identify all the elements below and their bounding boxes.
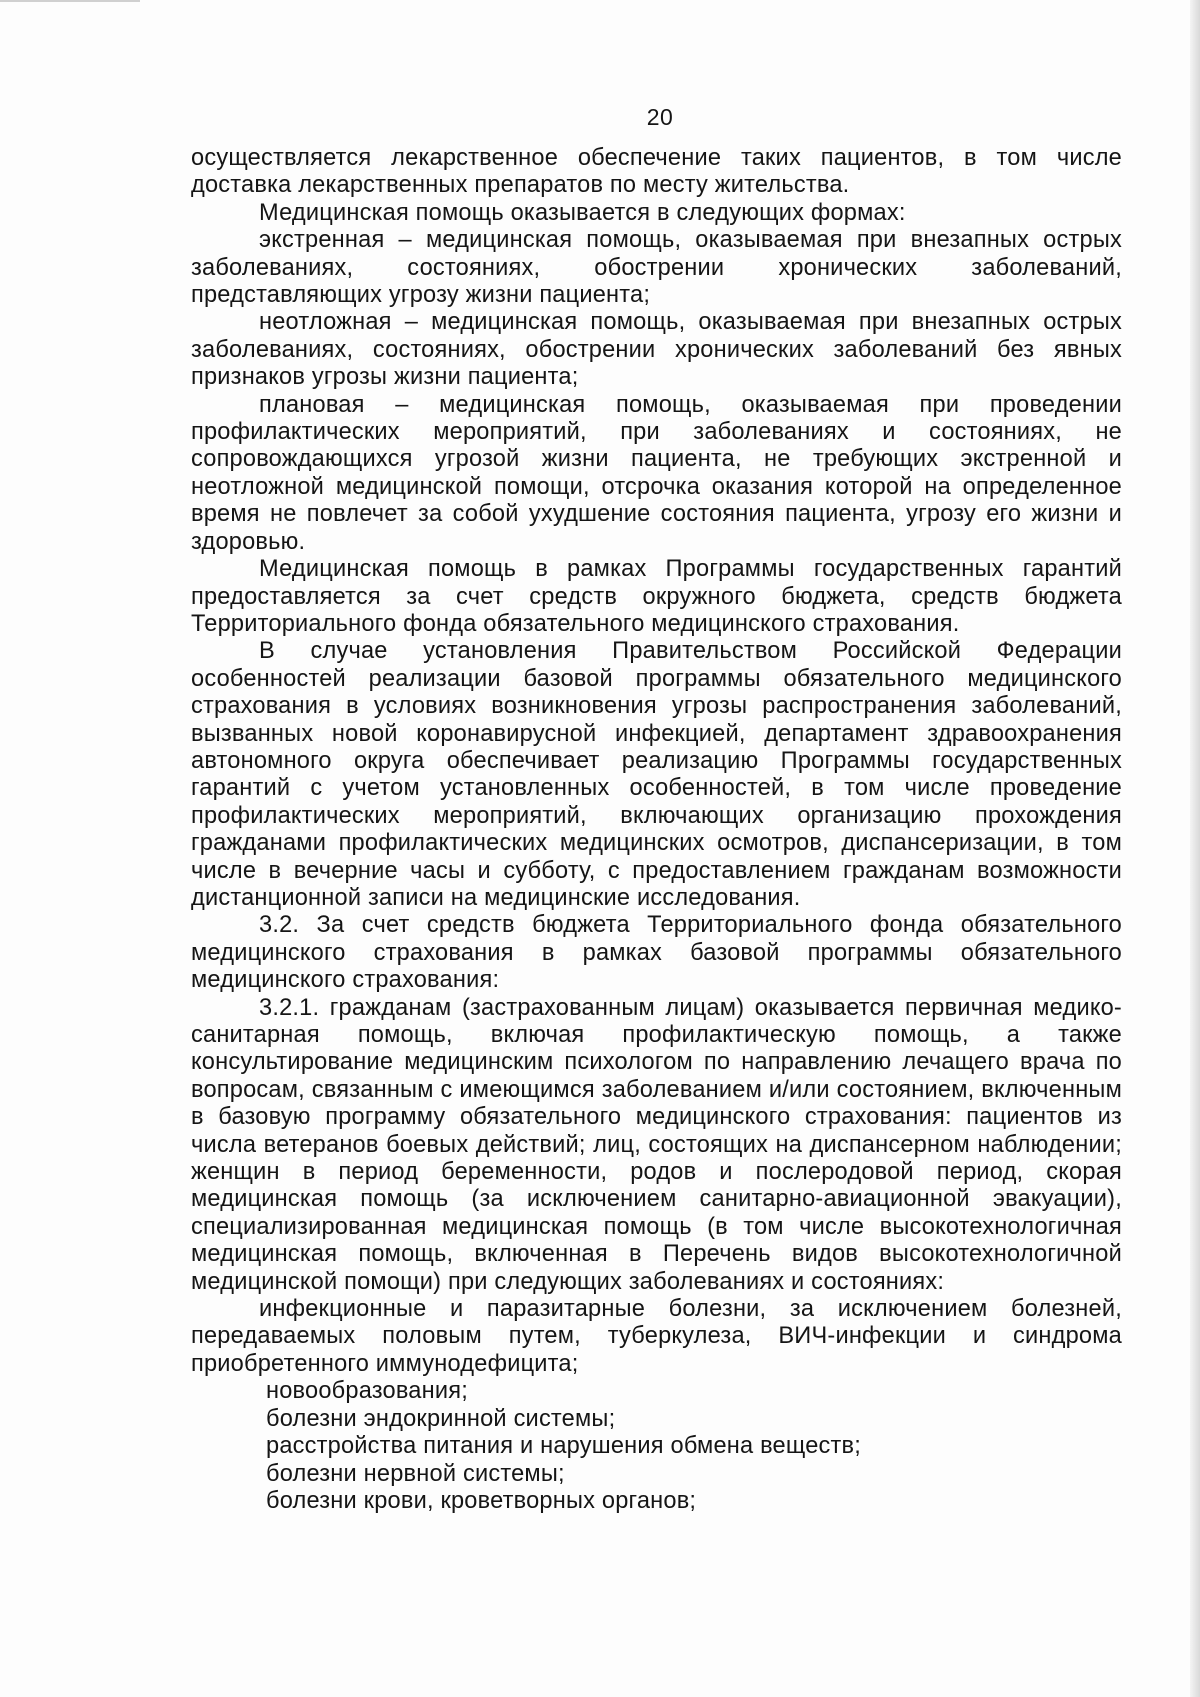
list-item: расстройства питания и нарушения обмена веществ; bbox=[266, 1433, 862, 1460]
document-body bbox=[191, 145, 1122, 1515]
paragraph: Медицинская помощь в рамках Программы государственных гарантий предоставляется за счет средств окружного бюджета, средств бюджета Территориального фонда обязательного медицинского страхования. bbox=[191, 556, 1122, 637]
page-number: 20 bbox=[646, 104, 674, 130]
paragraph: плановая – медицинская помощь, оказываемая при проведении профилактических мероприятий, при заболеваниях и состояниях, не сопровождающихся угрозой жизни пациента, не требующих экстренной и неотложной медицинской помощи, отсрочка оказания которой на определенное время не повлечет за собой ухудшение состояния пациента, угрозу его жизни и здоровью. bbox=[191, 391, 1122, 555]
list-item: новообразования; bbox=[266, 1378, 468, 1405]
list-item: болезни нервной системы; bbox=[266, 1460, 565, 1487]
paragraph: осуществляется лекарственное обеспечение таких пациентов, в том числе доставка лекарственных препаратов по месту жительства. bbox=[191, 145, 1122, 199]
list-item: болезни эндокринной системы; bbox=[266, 1405, 616, 1432]
paragraph: В случае установления Правительством Российской Федерации особенностей реализации базовой программы обязательного медицинского страхования в условиях возникновения угрозы распространения заболеваний, вызванных новой коронавирусной инфекцией, департамент здравоохранения автономного округа обеспечивает реализацию Программы государственных гарантий с учетом установленных особенностей, в том числе проведение профилактических мероприятий, включающих организацию прохождения гражданами профилактических медицинских осмотров, диспансеризации, в том числе в вечерние часы и субботу, с предоставлением гражданам возможности дистанционной записи на медицинские исследования. bbox=[191, 638, 1122, 911]
paragraph: экстренная – медицинская помощь, оказываемая при внезапных острых заболеваниях, состояниях, обострении хронических заболеваний, представляющих угрозу жизни пациента; bbox=[191, 227, 1122, 309]
paragraph: инфекционные и паразитарные болезни, за исключением болезней, передаваемых половым путем, туберкулеза, ВИЧ-инфекции и синдрома приобретенного иммунодефицита; bbox=[191, 1296, 1122, 1377]
paragraph: 3.2.1. гражданам (застрахованным лицам) оказывается первичная медико-санитарная помощь, включая профилактическую помощь, а также консультирование медицинским психологом по направлению лечащего врача по вопросам, связанным с имеющимся заболеванием и/или состоянием, включенным в базовую программу обязательного медицинского страхования: пациентов из числа ветеранов боевых действий; лиц, состоящих на диспансерном наблюдении; женщин в период беременности, родов и послеродовой период, скорая медицинская помощь (за исключением санитарно-авиационной эвакуации), специализированная медицинская помощь (в том числе высокотехнологичная медицинская помощь, включенная в Перечень видов высокотехнологичной медицинской помощи) при следующих заболеваниях и состояниях: bbox=[191, 994, 1122, 1295]
scan-right-edge bbox=[1190, 0, 1200, 1697]
paragraph: неотложная – медицинская помощь, оказываемая при внезапных острых заболеваниях, состояниях, обострении хронических заболеваний без явных признаков угрозы жизни пациента; bbox=[191, 309, 1122, 391]
paragraph: 3.2. За счет средств бюджета Территориального фонда обязательного медицинского страхования в рамках базовой программы обязательного медицинского страхования: bbox=[191, 912, 1122, 994]
scan-top-edge bbox=[0, 0, 140, 2]
paragraph: Медицинская помощь оказывается в следующих формах: bbox=[259, 199, 906, 226]
list-item: болезни крови, кроветворных органов; bbox=[266, 1487, 697, 1514]
